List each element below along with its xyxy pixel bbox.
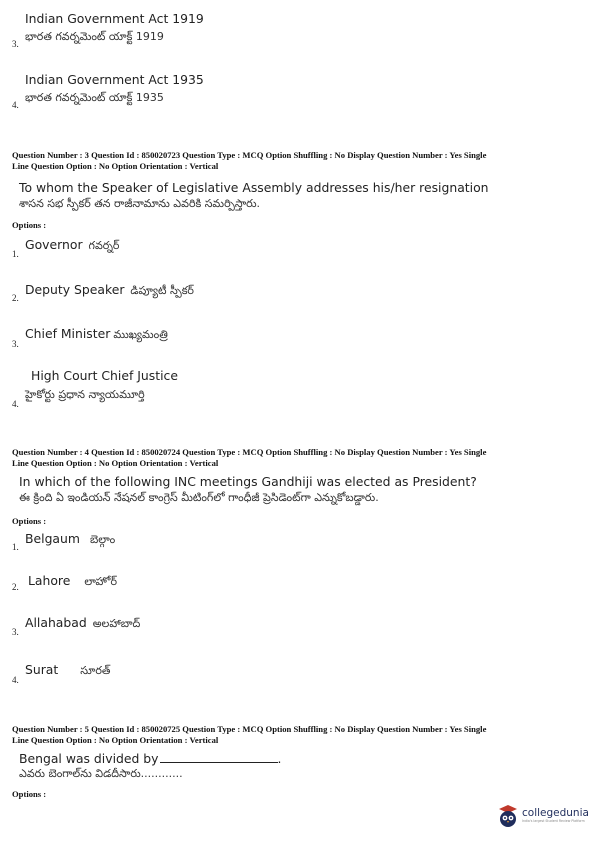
question-3-options-label: Options : [12,220,47,230]
fill-in-blank [160,752,278,763]
option-te: అలహాబాద్ [92,617,141,630]
question-5-text-suffix: . [277,751,282,766]
question-5-text-te: ఎవరు బెంగాల్‌ను విడదీసారు............ [19,767,183,780]
question-3-option-4-number: 4. [12,399,19,409]
question-4-option-3 [25,615,140,633]
question-4-meta-line1: Question Number : 4 Question Id : 850020724 Question Type : MCQ Option Shuffling : No Display Question Number : Yes Single [12,447,487,457]
question-4-option-1-number: 1. [12,542,19,552]
option-en: Governor [25,237,83,252]
question-3-option-3-number: 3. [12,339,19,349]
question-4-option-4-number: 4. [12,675,19,685]
question-4-option-2-number: 2. [12,582,19,592]
option-te: లాహోర్ [84,575,117,588]
option-en: Deputy Speaker [25,282,125,297]
graduate-owl-icon [497,803,519,829]
option-te: గవర్నర్ [88,239,120,252]
question-4-text-en: In which of the following INC meetings Gandhiji was elected as President? [19,474,477,489]
question-4-option-1 [25,531,115,549]
question-3-text-en: To whom the Speaker of Legislative Assembly addresses his/her resignation [19,180,489,195]
question-4-option-2 [28,573,117,591]
question-5-text-main: Bengal was divided by [19,751,159,766]
question-3-option-2 [25,282,194,300]
question-4-option-3-number: 3. [12,627,19,637]
question-4-option-4 [25,662,110,680]
top-option-4-number: 4. [12,100,19,110]
option-en: Chief Minister [25,326,111,341]
option-en: Lahore [28,573,71,588]
question-3-meta-line1: Question Number : 3 Question Id : 850020723 Question Type : MCQ Option Shuffling : No Display Question Number : Yes Single [12,150,487,160]
option-te: ముఖ్యమంత్రి [113,328,168,341]
question-3-text-te: శాసన సభ స్పీకర్ తన రాజీనామాను ఎవరికి సమర్పిస్తారు. [19,197,260,210]
top-option-3-en: Indian Government Act 1919 [25,11,204,26]
question-4-meta-line2: Line Question Option : No Option Orientation : Vertical [12,457,219,468]
question-3-option-1 [25,237,119,255]
question-4-options-label: Options : [12,516,47,526]
top-option-3-number: 3. [12,39,19,49]
top-option-4-te: భారత గవర్నమెంట్ యాక్ట్ 1935 [25,91,164,104]
option-te: డిప్యూటీ స్పీకర్ [130,284,194,297]
collegedunia-logo [497,803,589,829]
option-en: Surat [25,662,59,677]
question-3-option-2-number: 2. [12,293,19,303]
logo-tagline: India's largest Student Review Platform [522,819,585,823]
question-5-meta-line2: Line Question Option : No Option Orientation : Vertical [12,734,219,745]
question-4-text-te: ఈ క్రింది ఏ ఇండియన్ నేషనల్ కాంగ్రెస్ మీటింగ్‌లో గాంధీజీ ప్రెసిడెంట్‌గా ఎన్నుకోబడ్డారు. [19,491,379,504]
question-3-meta [12,150,587,171]
logo-name: collegedunia [522,807,589,819]
question-3-option-4-en: High Court Chief Justice [31,368,178,383]
question-3-option-4-te: హైకోర్టు ప్రధాన న్యాయమూర్తి [25,388,145,401]
question-5-text-en [19,751,281,766]
option-en: Belgaum [25,531,80,546]
question-5-meta [12,724,587,745]
question-4-meta [12,447,587,468]
option-te: బెల్గాం [89,533,116,546]
question-5-options-label: Options : [12,789,47,799]
question-3-meta-line2: Line Question Option : No Option Orientation : Vertical [12,160,219,171]
top-option-4-en: Indian Government Act 1935 [25,72,204,87]
question-5-meta-line1: Question Number : 5 Question Id : 850020725 Question Type : MCQ Option Shuffling : No Display Question Number : Yes Single [12,724,487,734]
option-te: సూరత్ [80,664,111,677]
logo-text [522,808,589,824]
top-option-3-te: భారత గవర్నమెంట్ యాక్ట్ 1919 [25,30,164,43]
question-3-option-1-number: 1. [12,249,19,259]
option-en: Allahabad [25,615,87,630]
question-3-option-3 [25,326,168,344]
